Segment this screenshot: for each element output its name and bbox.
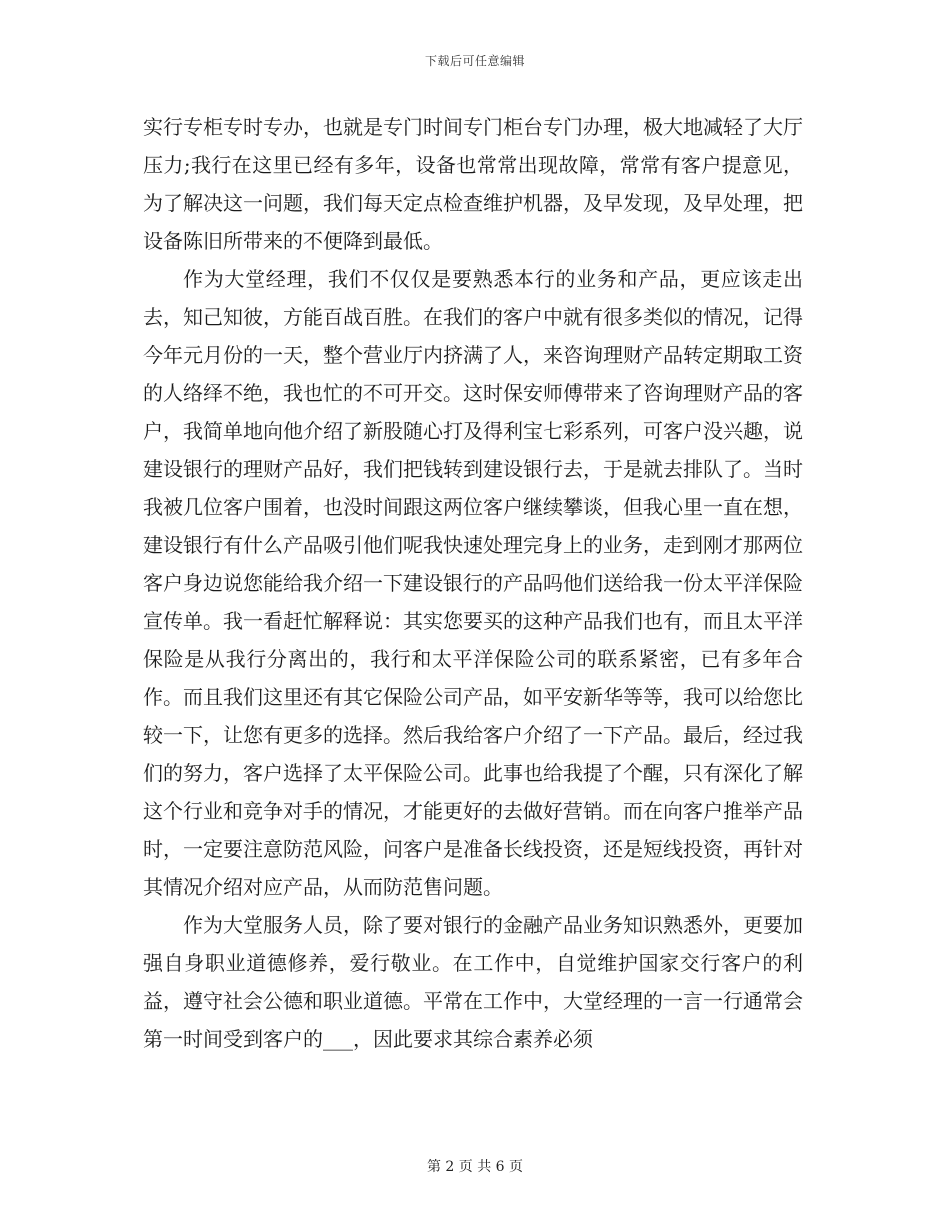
document-body (143, 108, 803, 1058)
page-header: 下载后可任意编辑 (424, 54, 525, 68)
paragraph-lobby-manager-story: 作为大堂经理，我们不仅仅是要熟悉本行的业务和产品，更应该走出去，知己知彼，方能百战百胜。在我们的客户中就有很多类似的情况，记得今年元月份的一天，整个营业厅内挤满了人，来咨询理财产品转定期取工资的人络绎不绝，我也忙的不可开交。这时保安师傅带来了咨询理财产品的客户，我简单地向他介绍了新股随心打及得利宝七彩系列，可客户没兴趣，说建设银行的理财产品好，我们把钱转到建设银行去，于是就去排队了。当时我被几位客户围着，也没时间跟这两位客户继续攀谈，但我心里一直在想，建设银行有什么产品吸引他们呢我快速处理完身上的业务，走到刚才那两位客户身边说您能给我介绍一下建设银行的产品吗他们送给我一份太平洋保险宣传单。我一看赶忙解释说：其实您要买的这种产品我们也有，而且太平洋保险是从我行分离出的，我行和太平洋保险公司的联系紧密，已有多年合作。而且我们这里还有其它保险公司产品，如平安新华等等，我可以给您比较一下，让您有更多的选择。然后我给客户介绍了一下产品。最后，经过我们的努力，客户选择了太平保险公司。此事也给我提了个醒，只有深化了解这个行业和竞争对手的情况，才能更好的去做好营销。而在向客户推举产品时，一定要注意防范风险，问客户是准备长线投资，还是短线投资，再针对其情况介绍对应产品，从而防范售问题。 (143, 267, 803, 899)
paragraph-continued: 实行专柜专时专办，也就是专门时间专门柜台专门办理，极大地减轻了大厅压力;我行在这里已经有多年，设备也常常出现故障，常常有客户提意见，为了解决这一问题，我们每天定点检查维护机器，及早发现，及早处理，把设备陈旧所带来的不便降到最低。 (143, 115, 803, 253)
page-number-footer: 第 2 页 共 6 页 (426, 1159, 524, 1175)
paragraph-professional-ethics: 作为大堂服务人员，除了要对银行的金融产品业务知识熟悉外，更要加强自身职业道德修养，爱行敬业。在工作中，自觉维护国家交行客户的利益，遵守社会公德和职业道德。平常在工作中，大堂经理的一言一行通常会第一时间受到客户的___，因此要求其综合素养必须 (143, 913, 803, 1051)
